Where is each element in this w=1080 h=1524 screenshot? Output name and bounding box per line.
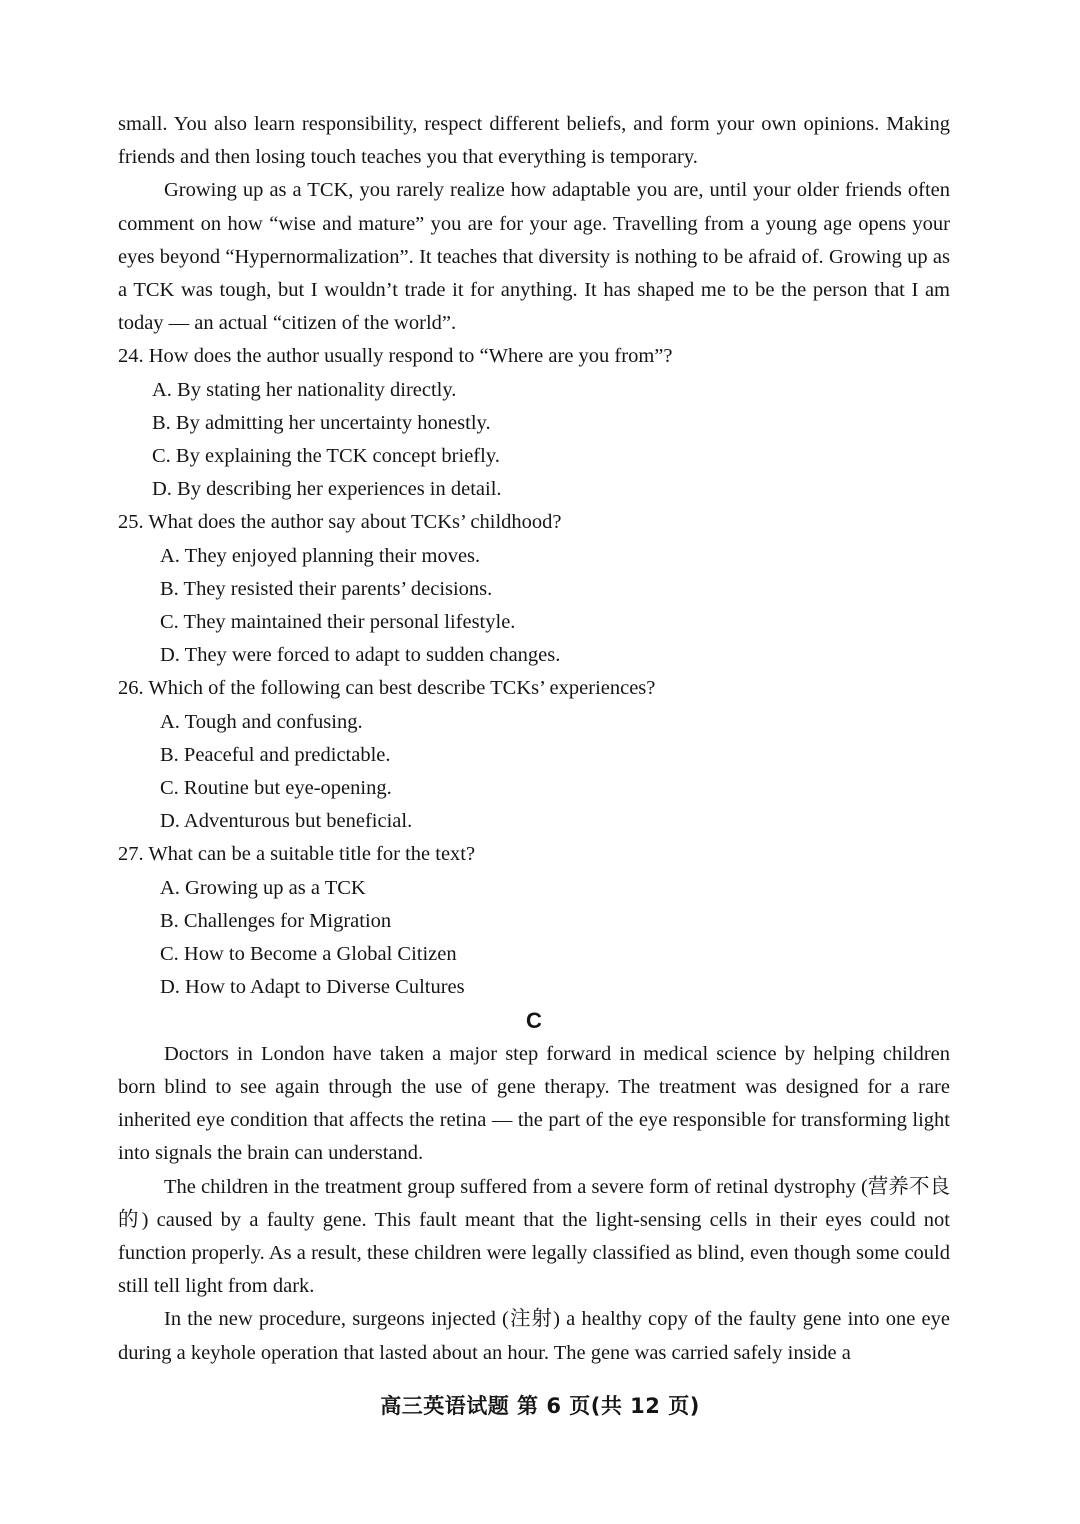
option-a: A. They enjoyed planning their moves.: [160, 544, 481, 567]
option-b: B. Peaceful and predictable.: [160, 743, 391, 766]
question-24: [118, 340, 950, 506]
option-c: C. They maintained their personal lifestyle.: [160, 611, 516, 634]
option-a: A. By stating her nationality directly.: [152, 378, 457, 401]
passage-c-paragraph-1: Doctors in London have taken a major step forward in medical science by helping children born blind to see again through the use of gene therapy. The treatment was designed for a rare inherited eye condition that affects the retina — the part of the eye responsible for transforming light into signals the brain can understand.: [118, 1042, 950, 1165]
question-stem: 27. What can be a suitable title for the text?: [118, 843, 476, 866]
question-stem: 26. Which of the following can best describe TCKs’ experiences?: [118, 677, 656, 700]
option-d: D. How to Adapt to Diverse Cultures: [160, 976, 465, 999]
option-a: A. Growing up as a TCK: [160, 876, 366, 899]
option-d: D. By describing her experiences in detail.: [152, 478, 502, 501]
option-b: B. By admitting her uncertainty honestly.: [152, 411, 491, 434]
passage-c-title: C: [526, 1008, 542, 1034]
exam-page-body: [118, 108, 950, 1370]
question-26: [118, 672, 950, 838]
passage-c-paragraph-2: The children in the treatment group suffered from a severe form of retinal dystrophy (营养不良的) caused by a faulty gene. This fault meant that the light-sensing cells in their eyes could not function properly. As a result, these children were legally classified as blind, even though some could still tell light from dark.: [118, 1175, 950, 1298]
option-b: B. Challenges for Migration: [160, 909, 392, 932]
question-stem: 24. How does the author usually respond to “Where are you from”?: [118, 345, 673, 368]
question-stem: 25. What does the author say about TCKs’ childhood?: [118, 511, 562, 534]
passage-c-paragraph-3: In the new procedure, surgeons injected (注射) a healthy copy of the faulty gene into one eye during a keyhole operation that lasted about an hour. The gene was carried safely inside a: [118, 1308, 950, 1364]
option-a: A. Tough and confusing.: [160, 710, 363, 733]
option-c: C. By explaining the TCK concept briefly.: [152, 445, 500, 468]
passage-b-paragraph-2: Growing up as a TCK, you rarely realize how adaptable you are, until your older friends often comment on how “wise and mature” you are for your age. Travelling from a young age opens your eyes beyond “Hypernormalization”. It teaches that diversity is nothing to be afraid of. Growing up as a TCK was tough, but I wouldn’t trade it for anything. It has shaped me to be the person that I am today — an actual “citizen of the world”.: [118, 179, 950, 335]
option-c: C. Routine but eye-opening.: [160, 777, 392, 800]
option-c: C. How to Become a Global Citizen: [160, 943, 457, 966]
option-d: D. They were forced to adapt to sudden changes.: [160, 644, 561, 667]
question-25: [118, 506, 950, 672]
option-b: B. They resisted their parents’ decisions.: [160, 577, 493, 600]
question-27: [118, 838, 950, 1004]
page-footer: 高三英语试题 第 6 页(共 12 页): [380, 1394, 700, 1418]
passage-b-paragraph-1: small. You also learn responsibility, respect different beliefs, and form your own opinions. Making friends and then losing touch teaches you that everything is temporary.: [118, 113, 950, 169]
option-d: D. Adventurous but beneficial.: [160, 810, 413, 833]
